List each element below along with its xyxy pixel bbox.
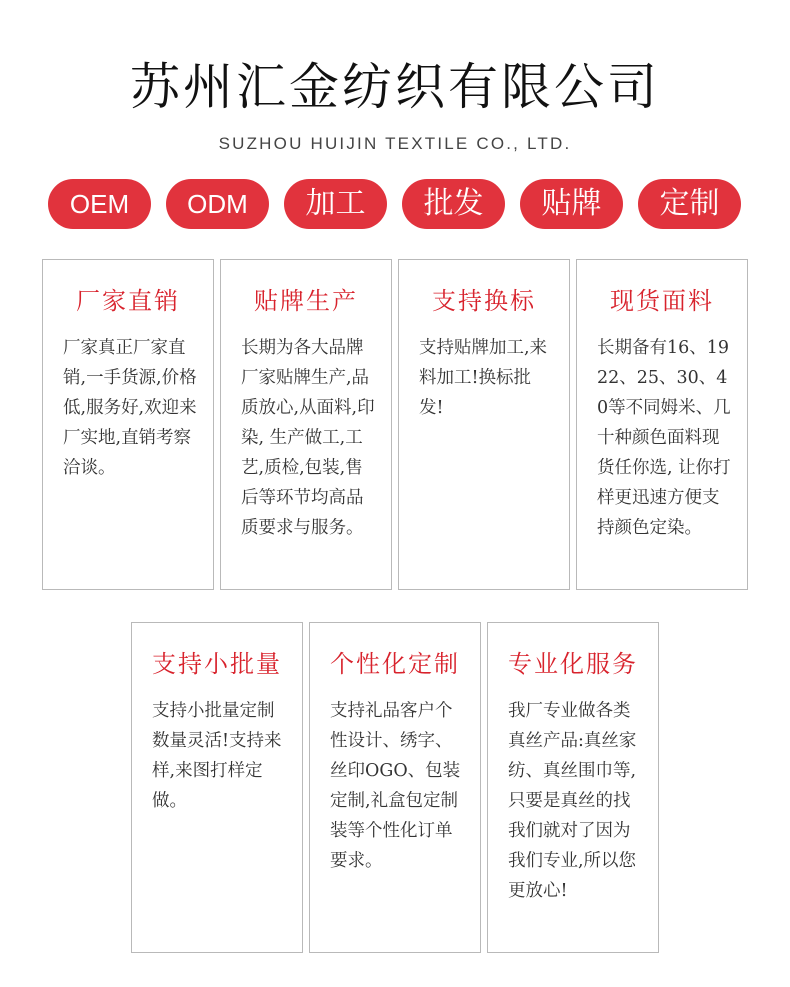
feature-card-oem-production	[220, 259, 392, 590]
feature-card-title: 支持小批量	[152, 650, 282, 678]
feature-card-text: 支持礼品客户个性设计、绣字、丝印OGO、包装定制,礼盒包定制装等个性化订单要求。	[330, 701, 461, 871]
service-tag-odm: ODM	[166, 179, 269, 229]
feature-card-text: 我厂专业做各类真丝产品:真丝家纺、真丝围巾等,只要是真丝的找我们就对了因为我们专业,所以您更放心!	[508, 701, 637, 901]
feature-card-title: 贴牌生产	[254, 287, 358, 315]
feature-card-title: 现货面料	[610, 287, 714, 315]
feature-card-text: 长期备有16、19 22、25、30、40等不同姆米、几十种颜色面料现货任你选, 让你打样更迅速方便支持颜色定染。	[597, 338, 731, 538]
feature-card-relabel	[398, 259, 570, 590]
feature-card-stock-fabric	[576, 259, 748, 590]
feature-card-text: 支持贴牌加工,来料加工!换标批发!	[419, 338, 548, 418]
service-tags	[0, 179, 790, 229]
service-tag-oem-label: 贴牌	[520, 179, 623, 229]
feature-card-text: 厂家真正厂家直销,一手货源,价格低,服务好,欢迎来厂实地,直销考察洽谈。	[63, 338, 197, 478]
feature-card-small-batch	[131, 622, 303, 953]
feature-card-title: 厂家直销	[76, 287, 180, 315]
company-name-english: SUZHOU HUIJIN TEXTILE CO., LTD.	[218, 134, 572, 153]
feature-card-title: 支持换标	[432, 287, 536, 315]
feature-card-professional-service	[487, 622, 659, 953]
service-tag-processing: 加工	[284, 179, 387, 229]
feature-card-text: 支持小批量定制数量灵活!支持来样,来图打样定做。	[152, 701, 282, 811]
service-tag-oem: OEM	[48, 179, 151, 229]
service-tag-wholesale: 批发	[402, 179, 505, 229]
feature-card-personalization	[309, 622, 481, 953]
feature-card-text: 长期为各大品牌厂家贴牌生产,品质放心,从面料,印染, 生产做工,工艺,质检,包装,售后等环节均高品质要求与服务。	[241, 338, 375, 538]
service-tag-custom: 定制	[638, 179, 741, 229]
feature-card-factory-direct	[42, 259, 214, 590]
feature-card-title: 专业化服务	[508, 650, 638, 678]
feature-card-title: 个性化定制	[330, 650, 460, 678]
company-name: 苏州汇金纺织有限公司	[130, 58, 660, 116]
